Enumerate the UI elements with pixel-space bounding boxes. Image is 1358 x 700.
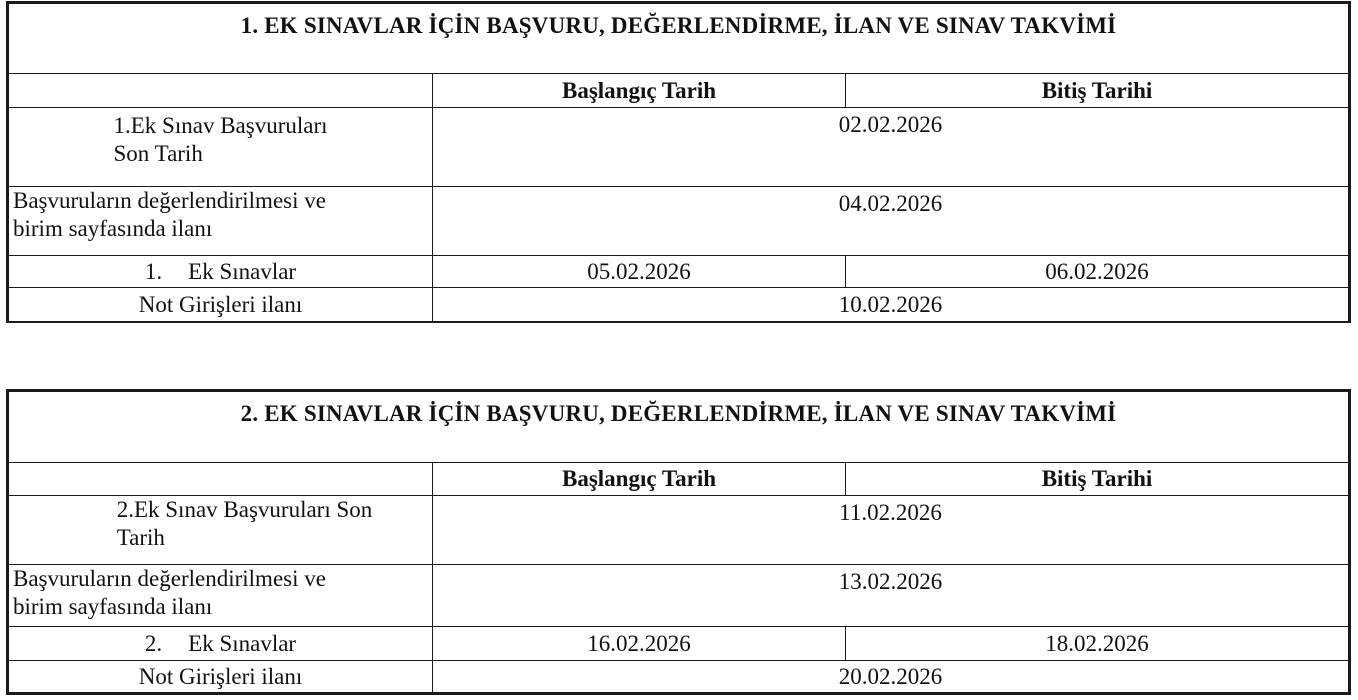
- row-label: Not Girişleri ilanı: [9, 288, 433, 322]
- row-label: [9, 256, 433, 288]
- row-label-line: Tarih: [116, 524, 165, 550]
- row-label-line: birim sayfasında ilanı: [13, 593, 213, 619]
- row-label-number: 2.: [144, 630, 163, 656]
- row-date: 10.02.2026: [433, 288, 1349, 322]
- row-date: 04.02.2026: [433, 187, 1349, 256]
- row-label: [9, 108, 433, 187]
- row-label-text: Ek Sınavlar: [188, 258, 297, 284]
- row-date: 11.02.2026: [433, 495, 1349, 564]
- exam-schedule-table-1: [6, 1, 1351, 323]
- row-label-line: Son Tarih: [113, 141, 203, 166]
- row-label-line: Başvuruların değerlendirilmesi ve: [13, 565, 326, 591]
- row-date: 20.02.2026: [433, 661, 1349, 693]
- header-end-date: Bitiş Tarihi: [846, 74, 1349, 108]
- row-label: [9, 495, 433, 564]
- row-end-date: 06.02.2026: [846, 256, 1349, 288]
- header-empty-cell: [9, 74, 433, 108]
- schedule-title-text: 2. EK SINAVLAR İÇİN BAŞVURU, DEĞERLENDİRME, İLAN VE SINAV TAKVİMİ: [240, 401, 1117, 426]
- row-label: [9, 564, 433, 626]
- row-label: [9, 626, 433, 661]
- row-end-date: 18.02.2026: [846, 626, 1349, 661]
- row-label-line: Başvuruların değerlendirilmesi ve: [13, 188, 326, 213]
- row-start-date: 16.02.2026: [433, 626, 846, 661]
- row-date: 13.02.2026: [433, 564, 1349, 626]
- row-label-line: birim sayfasında ilanı: [13, 216, 213, 241]
- header-end-date: Bitiş Tarihi: [846, 463, 1349, 496]
- row-label: [9, 187, 433, 256]
- schedule-title: [9, 392, 1349, 463]
- header-start-date: Başlangıç Tarih: [433, 463, 846, 496]
- row-label-text: Ek Sınavlar: [188, 630, 297, 656]
- row-date: 02.02.2026: [433, 108, 1349, 187]
- row-label-line: 1.Ek Sınav Başvuruları: [113, 113, 328, 138]
- row-label: Not Girişleri ilanı: [9, 661, 433, 693]
- row-start-date: 05.02.2026: [433, 256, 846, 288]
- row-label-number: 1.: [144, 258, 163, 284]
- schedule-title: [9, 4, 1349, 74]
- row-label-line: 2.Ek Sınav Başvuruları Son: [116, 496, 373, 522]
- exam-schedule-table-2: [6, 389, 1351, 695]
- schedule-title-text: 1. EK SINAVLAR İÇİN BAŞVURU, DEĞERLENDİRME, İLAN VE SINAV TAKVİMİ: [240, 13, 1117, 38]
- header-empty-cell: [9, 463, 433, 496]
- header-start-date: Başlangıç Tarih: [433, 74, 846, 108]
